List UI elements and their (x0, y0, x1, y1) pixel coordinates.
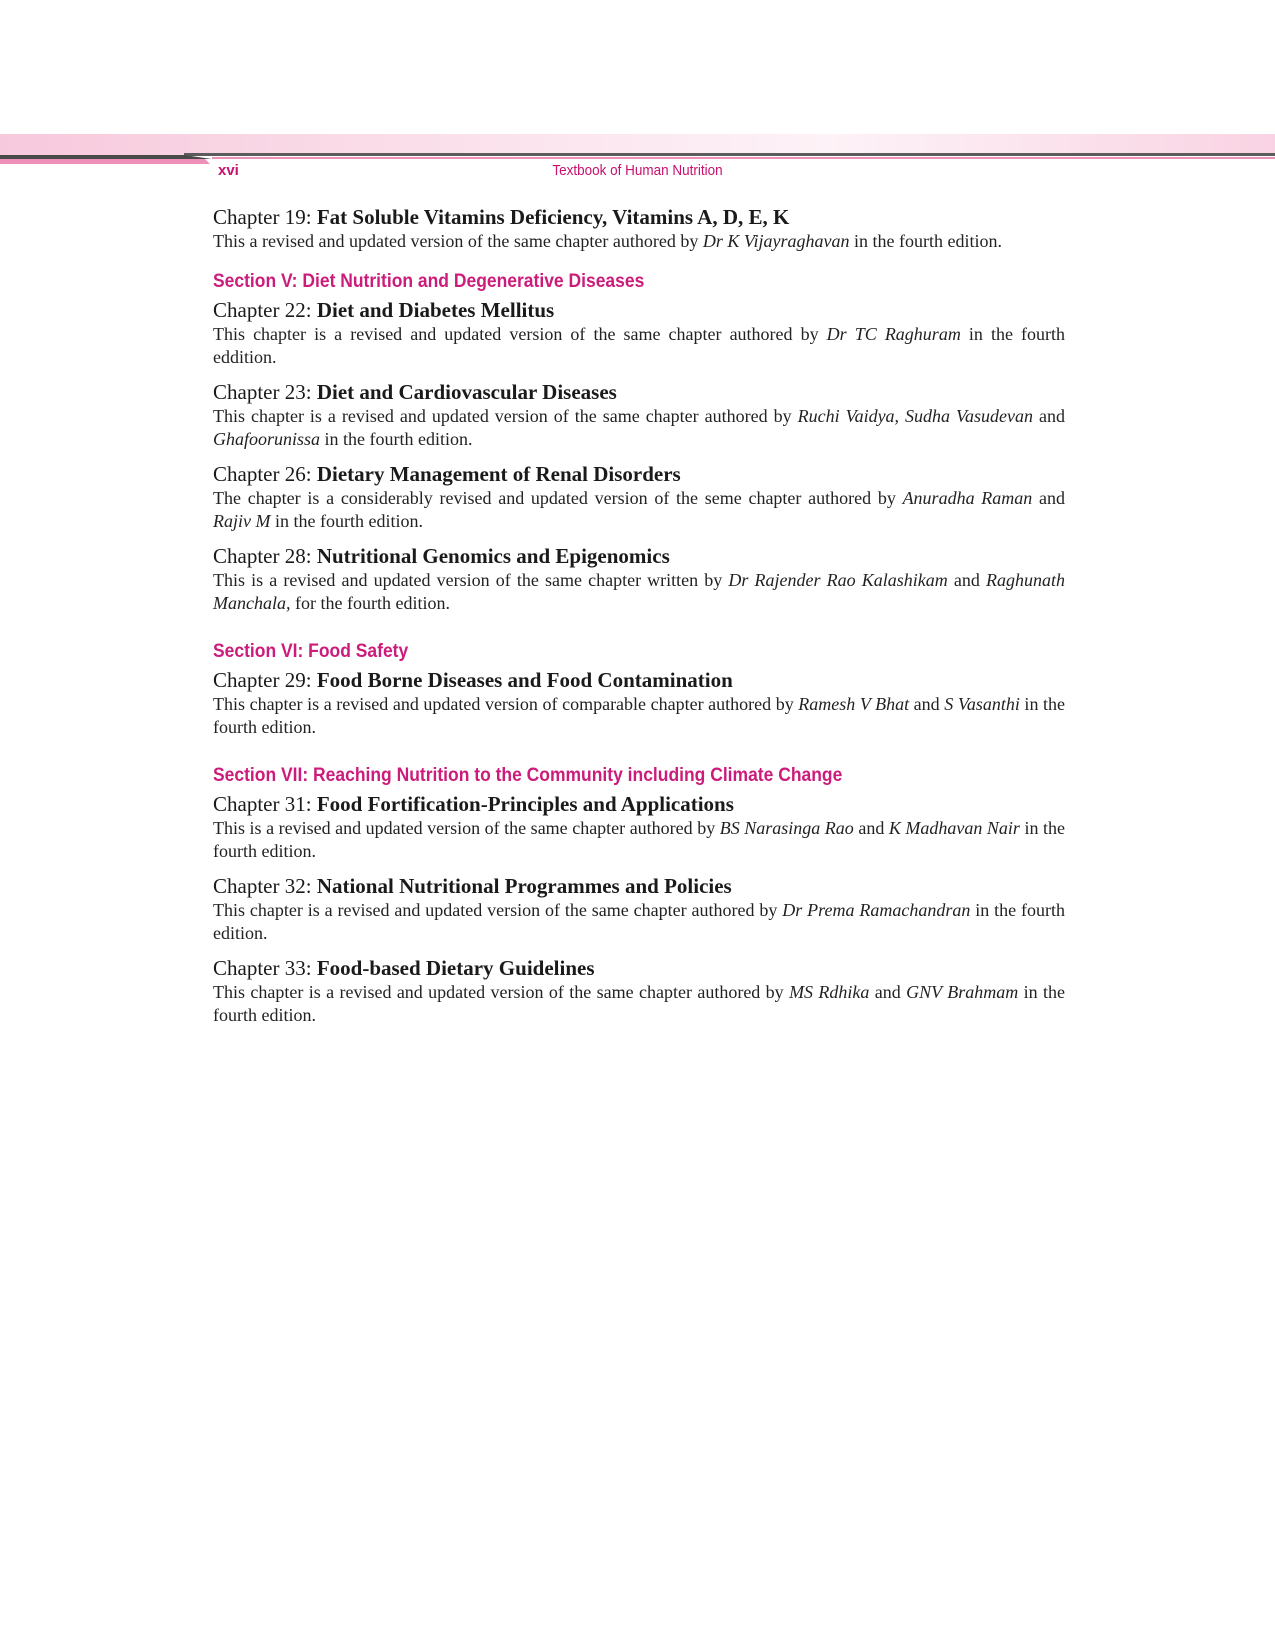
chapter-26 (213, 461, 1065, 533)
author-name: Rajiv M (213, 511, 271, 531)
chapter-prefix: Chapter 29: (213, 668, 317, 692)
desc-text: and (947, 570, 986, 590)
desc-text: This chapter is a revised and updated version of the same chapter authored by (213, 324, 827, 344)
chapter-title (213, 955, 1065, 981)
author-name: Dr Prema Ramachandran (782, 900, 971, 920)
desc-text: This is a revised and updated version of the same chapter authored by (213, 818, 720, 838)
chapter-name: Dietary Management of Renal Disorders (316, 462, 681, 486)
chapter-description (213, 230, 1065, 253)
author-name: BS Narasinga Rao (719, 818, 854, 838)
desc-text: for the fourth edition. (290, 593, 450, 613)
chapter-prefix: Chapter 31: (213, 792, 317, 816)
chapter-title (213, 204, 1065, 230)
chapter-prefix: Chapter 28: (213, 544, 317, 568)
desc-text: and (1033, 406, 1065, 426)
chapter-description (213, 323, 1065, 369)
chapter-description (213, 981, 1065, 1027)
chapter-29 (213, 667, 1065, 739)
chapter-prefix: Chapter 23: (213, 380, 317, 404)
desc-text: in the fourth edition. (320, 429, 473, 449)
chapter-description (213, 405, 1065, 451)
chapter-22 (213, 297, 1065, 369)
author-name: Dr K Vijayraghavan (702, 231, 850, 251)
chapter-title (213, 873, 1065, 899)
chapter-prefix: Chapter 26: (213, 462, 317, 486)
chapter-name: Diet and Cardiovascular Diseases (316, 380, 617, 404)
chapter-prefix: Chapter 22: (213, 298, 317, 322)
chapter-description (213, 569, 1065, 615)
chapter-31 (213, 791, 1065, 863)
author-name: Anuradha Raman (902, 488, 1033, 508)
chapter-name: Food-based Dietary Guidelines (316, 956, 595, 980)
desc-text: This is a revised and updated version of the same chapter written by (213, 570, 729, 590)
chapter-title (213, 791, 1065, 817)
author-name: Ramesh V Bhat (798, 694, 910, 714)
desc-text: This chapter is a revised and updated version of the same chapter authored by (213, 982, 790, 1002)
chapter-title (213, 667, 1065, 693)
desc-text: in the fourth eddition. (213, 324, 1065, 367)
desc-text: This chapter is a revised and updated version of the same chapter authored by (213, 406, 798, 426)
desc-text: in the fourth edition. (849, 231, 1002, 251)
section-heading-vi: Section VI: Food Safety (213, 641, 409, 662)
author-name: Ghafoorunissa (213, 429, 321, 449)
desc-text: This chapter is a revised and updated version of comparable chapter authored by (213, 694, 799, 714)
desc-text: in the fourth edition. (213, 694, 1066, 737)
chapter-23 (213, 379, 1065, 451)
chapter-description (213, 693, 1065, 739)
chapter-name: Fat Soluble Vitamins Deficiency, Vitamins A, D, E, K (316, 205, 790, 229)
desc-text: The chapter is a considerably revised and updated version of the seme chapter authored by (213, 488, 903, 508)
chapter-description (213, 487, 1065, 533)
author-name: GNV Brahmam (906, 982, 1019, 1002)
chapter-name: Diet and Diabetes Mellitus (316, 298, 555, 322)
author-name: K Madhavan Nair (888, 818, 1020, 838)
chapter-name: Nutritional Genomics and Epigenomics (316, 544, 670, 568)
chapter-prefix: Chapter 19: (213, 205, 317, 229)
chapter-description (213, 817, 1065, 863)
desc-text: and (869, 982, 907, 1002)
desc-text: and (853, 818, 889, 838)
chapter-title (213, 379, 1065, 405)
section-heading-vii: Section VII: Reaching Nutrition to the Community including Climate Change (213, 765, 843, 786)
chapter-prefix: Chapter 33: (213, 956, 317, 980)
desc-text: This chapter is a revised and updated version of the same chapter authored by (213, 900, 783, 920)
chapter-28 (213, 543, 1065, 615)
page-content (213, 204, 1065, 1037)
chapter-title (213, 543, 1065, 569)
chapter-name: Food Borne Diseases and Food Contamination (316, 668, 733, 692)
chapter-32 (213, 873, 1065, 945)
page-number: xvi (218, 162, 239, 179)
author-name: Dr TC Raghuram (826, 324, 961, 344)
desc-text: and (909, 694, 945, 714)
desc-text: in the fourth edition. (213, 900, 1065, 943)
header-rule-pink (212, 157, 1275, 159)
desc-text: and (1032, 488, 1065, 508)
author-name: Dr Rajender Rao Kalashikam (728, 570, 948, 590)
chapter-name: National Nutritional Programmes and Policies (316, 874, 732, 898)
chapter-prefix: Chapter 32: (213, 874, 317, 898)
author-name: Raghunath Manchala, (213, 570, 1065, 613)
desc-text: in the fourth edition. (270, 511, 423, 531)
chapter-name: Food Fortification-Principles and Applications (316, 792, 734, 816)
chapter-title (213, 461, 1065, 487)
chapter-33 (213, 955, 1065, 1027)
desc-text: in the fourth edition. (213, 982, 1065, 1025)
section-heading-v: Section V: Diet Nutrition and Degenerative Diseases (213, 271, 645, 292)
chapter-title (213, 297, 1065, 323)
author-name: Ruchi Vaidya, Sudha Vasudevan (797, 406, 1034, 426)
chapter-description (213, 899, 1065, 945)
chapter-19 (213, 204, 1065, 253)
desc-text: This a revised and updated version of the same chapter authored by (213, 231, 703, 251)
author-name: S Vasanthi (944, 694, 1020, 714)
desc-text: in the fourth edition. (213, 818, 1065, 861)
header-rule-dark (184, 153, 1275, 156)
author-name: MS Rdhika (789, 982, 870, 1002)
running-title: Textbook of Human Nutrition (552, 162, 723, 179)
